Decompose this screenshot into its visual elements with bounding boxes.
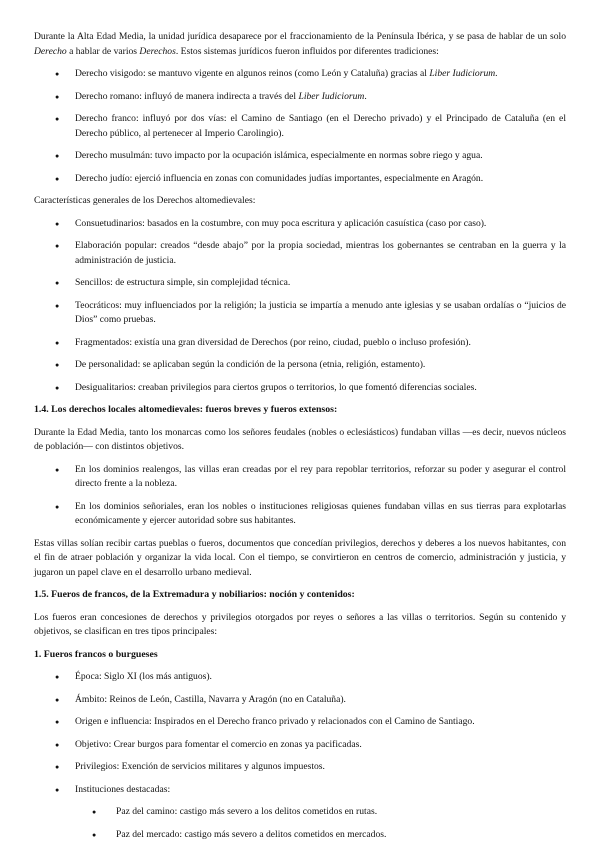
list-item: ● Instituciones destacadas: (34, 783, 566, 798)
list-item: ● Teocráticos: muy influenciados por la religión; la justicia se impartía a menudo ante iglesias y se usaban ordalías o “juicios de Dios” como pruebas. (34, 299, 566, 328)
list-item: ● En los dominios señoriales, eran los nobles o instituciones religiosas quienes fundaban villas en sus tierras para explotarlas económicamente y ejercer autoridad sobre sus habitantes. (34, 500, 566, 529)
list-item: ● Ámbito: Reinos de León, Castilla, Navarra y Aragón (no en Cataluña). (34, 693, 566, 708)
traditions-list (34, 67, 566, 186)
intro-text-a: Durante la Alta Edad Media, la unidad jurídica desaparece por el fraccionamiento de la Península Ibérica, y se pasa de hablar de un solo (34, 31, 566, 42)
characteristics-list (34, 217, 566, 396)
list-item: ● Origen e influencia: Inspirados en el Derecho franco privado y relacionados con el Camino de Santiago. (34, 715, 566, 730)
characteristics-title: Características generales de los Derechos altomedievales: (34, 195, 256, 206)
section-1-4-closing: Estas villas solían recibir cartas pueblas o fueros, documentos que concedían privilegios, derechos y deberes a los nuevos habitantes, con el fin de atraer población y organizar la vida local. Con el tiempo, se convirtieron en centros de comercio, administración y justicia, y jugaron un papel clave en el desarrollo urbano medieval. (34, 537, 566, 578)
list-item: ● Paz del camino: castigo más severo a los delitos cometidos en rutas. (34, 805, 566, 820)
intro-text-b: a hablar de varios (66, 45, 140, 57)
intro-text-c: . Estos sistemas jurídicos fueron influidos por diferentes tradiciones: (175, 45, 439, 57)
list-item: ● Desigualitarios: creaban privilegios para ciertos grupos o territorios, lo que fomentó diferencias sociales. (34, 381, 566, 396)
list-item: ● Privilegios: Exención de servicios militares y algunos impuestos. (34, 760, 566, 775)
section-1-4-list (34, 463, 566, 529)
list-item: ● Derecho visigodo: se mantuvo vigente en algunos reinos (como León y Cataluña) gracias al Liber Iudiciorum. (34, 67, 566, 82)
intro-paragraph (34, 30, 566, 59)
list-item: ● Fragmentados: existía una gran diversidad de Derechos (por reino, ciudad, pueblo o incluso profesión). (34, 336, 566, 351)
list-item: ● Época: Siglo XI (los más antiguos). (34, 670, 566, 685)
list-item: ● En los dominios realengos, las villas eran creadas por el rey para repoblar territorios, reforzar su poder y asegurar el control directo frente a la nobleza. (34, 463, 566, 492)
section-1-5-intro: Los fueros eran concesiones de derechos y privilegios otorgados por reyes o señores a las villas o territorios. Según su contenido y objetivos, se clasifican en tres tipos principales: (34, 611, 566, 637)
section-1-4-intro: Durante la Edad Media, tanto los monarcas como los señores feudales (nobles o eclesiásticos) fundaban villas —es decir, nuevos núcleos de población— con distintos objetivos. (34, 426, 566, 452)
institutions-sublist (34, 805, 566, 842)
list-item: ● Sencillos: de estructura simple, sin complejidad técnica. (34, 276, 566, 291)
list-item: ● Elaboración popular: creados “desde abajo” por la propia sociedad, mientras los gobernantes se centraban en la guerra y la administración de justicia. (34, 239, 566, 268)
intro-em-derechos: Derechos (139, 45, 176, 57)
section-heading-1-4: 1.4. Los derechos locales altomedievales: fueros breves y fueros extensos: (34, 404, 338, 415)
list-item: ● Consuetudinarios: basados en la costumbre, con muy poca escritura y aplicación casuística (caso por caso). (34, 217, 566, 232)
list-item: ● De personalidad: se aplicaban según la condición de la persona (etnia, religión, estamento). (34, 358, 566, 373)
list-item: ● Derecho franco: influyó por dos vías: el Camino de Santiago (en el Derecho privado) y el Principado de Cataluña (en el Derecho público, al pertenecer al Imperio Carolingio). (34, 112, 566, 141)
sub-heading-fueros-francos: 1. Fueros francos o burgueses (34, 648, 158, 660)
list-item: ● Derecho judío: ejerció influencia en zonas con comunidades judías importantes, especialmente en Aragón. (34, 172, 566, 187)
intro-em-derecho: Derecho (34, 45, 67, 57)
list-item: ● Derecho musulmán: tuvo impacto por la ocupación islámica, especialmente en normas sobre riego y agua. (34, 149, 566, 164)
list-item: ● Objetivo: Crear burgos para fomentar el comercio en zonas ya pacificadas. (34, 738, 566, 753)
list-item: ● Paz del mercado: castigo más severo a delitos cometidos en mercados. (34, 828, 566, 843)
fueros-francos-list (34, 670, 566, 797)
section-heading-1-5: 1.5. Fueros de francos, de la Extremadura y nobiliarios: noción y contenidos: (34, 589, 355, 600)
list-item: ● Derecho romano: influyó de manera indirecta a través del Liber Iudiciorum. (34, 90, 566, 105)
